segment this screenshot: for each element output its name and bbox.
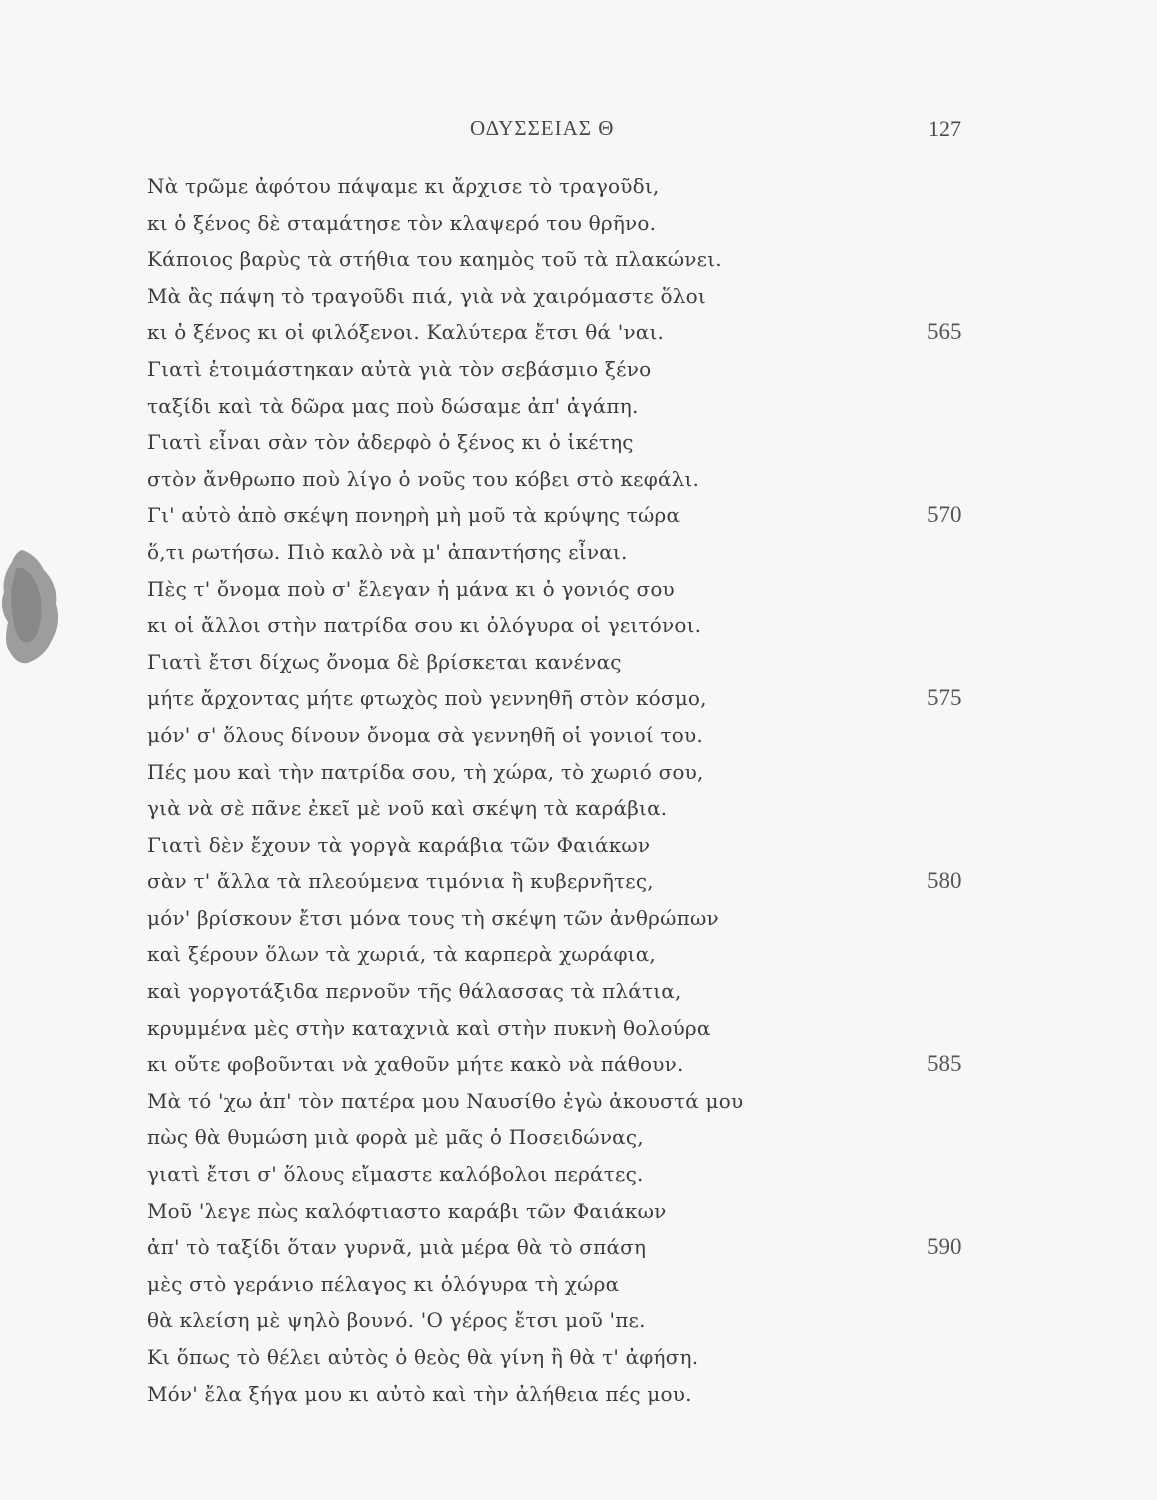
line-number: 580 — [927, 868, 962, 894]
verse-text: κι οὔτε φοβοῦνται νὰ χαθοῦν μήτε κακὸ νὰ πάθουν. — [147, 1052, 684, 1077]
line-number: 575 — [927, 685, 962, 711]
verse-text: γιὰ νὰ σὲ πᾶνε ἐκεῖ μὲ νοῦ καὶ σκέψη τὰ καράβια. — [147, 796, 668, 821]
verse-line — [147, 168, 1007, 205]
verse-line — [147, 790, 1007, 827]
verse-line — [147, 278, 1007, 315]
verse-line — [147, 900, 1007, 937]
verse-line — [147, 754, 1007, 791]
verse-text: Κάποιος βαρὺς τὰ στήθια του καημὸς τοῦ τὰ πλακώνει. — [147, 247, 722, 272]
verse-line — [147, 1046, 1007, 1083]
verse-text: Μὰ ἂς πάψη τὸ τραγοῦδι πιά, γιὰ νὰ χαιρόμαστε ὅλοι — [147, 283, 706, 308]
verse-line — [147, 1302, 1007, 1339]
verse-text: Πές μου καὶ τὴν πατρίδα σου, τὴ χώρα, τὸ χωριό σου, — [147, 759, 704, 784]
verse-line — [147, 1266, 1007, 1303]
verse-text: μόν' βρίσκουν ἔτσι μόνα τους τὴ σκέψη τῶν ἀνθρώπων — [147, 905, 719, 930]
verse-text: Μὰ τό 'χω ἀπ' τὸν πατέρα μου Ναυσίθο ἐγὼ ἀκουστά μου — [147, 1088, 744, 1113]
verse-text: γιατὶ ἔτσι σ' ὅλους εἴμαστε καλόβολοι περάτες. — [147, 1162, 644, 1187]
verse-line — [147, 717, 1007, 754]
verse-text: Γιατὶ ἑτοιμάστηκαν αὐτὰ γιὰ τὸν σεβάσμιο ξένο — [147, 356, 652, 381]
verse-line — [147, 351, 1007, 388]
verse-text: στὸν ἄνθρωπο ποὺ λίγο ὁ νοῦς του κόβει στὸ κεφάλι. — [147, 466, 700, 491]
verse-line — [147, 1083, 1007, 1120]
verse-line — [147, 1376, 1007, 1413]
verse-text: ταξίδι καὶ τὰ δῶρα μας ποὺ δώσαμε ἀπ' ἀγάπη. — [147, 393, 639, 418]
verse-line — [147, 314, 1007, 351]
line-number: 565 — [927, 319, 962, 345]
verse-line — [147, 680, 1007, 717]
verse-line — [147, 1119, 1007, 1156]
verse-text: μόν' σ' ὅλους δίνουν ὄνομα σὰ γεννηθῆ οἱ γονιοί του. — [147, 722, 703, 747]
line-number: 585 — [927, 1051, 962, 1077]
verse-text: σὰν τ' ἄλλα τὰ πλεούμενα τιμόνια ἢ κυβερνῆτες, — [147, 869, 654, 894]
verse-line — [147, 644, 1007, 681]
verse-text: Μοῦ 'λεγε πὼς καλόφτιαστο καράβι τῶν Φαιάκων — [147, 1198, 667, 1223]
verse-text: κι ὁ ξένος δὲ σταμάτησε τὸν κλαψερό του θρῆνο. — [147, 210, 657, 235]
verse-text: ὅ,τι ρωτήσω. Πιὸ καλὸ νὰ μ' ἀπαντήσης εἶναι. — [147, 539, 628, 564]
verse-line — [147, 388, 1007, 425]
page-number: 127 — [928, 116, 961, 141]
verse-text: Γι' αὐτὸ ἀπὸ σκέψη πονηρὴ μὴ μοῦ τὰ κρύψης τώρα — [147, 503, 681, 528]
verse-line — [147, 973, 1007, 1010]
verse-text: Κι ὅπως τὸ θέλει αὐτὸς ὁ θεὸς θὰ γίνη ἢ θὰ τ' ἀφήση. — [147, 1345, 699, 1369]
verse-text: κι ὁ ξένος κι οἱ φιλόξενοι. Καλύτερα ἔτσι θά 'ναι. — [147, 320, 665, 345]
running-head-title: ΟΔΥΣΣΕΙΑΣ Θ — [470, 116, 615, 140]
verse-line — [147, 607, 1007, 644]
verse-line — [147, 534, 1007, 571]
verse-text: καὶ ξέρουν ὅλων τὰ χωριά, τὰ καρπερὰ χωράφια, — [147, 942, 656, 967]
verse-text: καὶ γοργοτάξιδα περνοῦν τῆς θάλασσας τὰ πλάτια, — [147, 979, 682, 1004]
verse-text: μήτε ἄρχοντας μήτε φτωχὸς ποὺ γεννηθῆ στὸν κόσμο, — [147, 686, 707, 711]
verse-line — [147, 936, 1007, 973]
verse-line — [147, 1010, 1007, 1047]
verse-line — [147, 1193, 1007, 1230]
verse-text: ἀπ' τὸ ταξίδι ὅταν γυρνᾶ, μιὰ μέρα θὰ τὸ σπάση — [147, 1235, 647, 1260]
verse-line — [147, 497, 1007, 534]
verse-line — [147, 424, 1007, 461]
ink-stain — [0, 548, 62, 666]
line-number: 590 — [927, 1234, 962, 1260]
verse-text: Γιατὶ ἔτσι δίχως ὄνομα δὲ βρίσκεται κανένας — [147, 649, 622, 674]
verse-text: Πὲς τ' ὄνομα ποὺ σ' ἔλεγαν ἡ μάνα κι ὁ γονιός σου — [147, 576, 675, 601]
verse-line — [147, 1339, 1007, 1376]
verse-line — [147, 1156, 1007, 1193]
verse-text: πὼς θὰ θυμώση μιὰ φορὰ μὲ μᾶς ὁ Ποσειδώνας, — [147, 1125, 644, 1150]
verse-line — [147, 461, 1007, 498]
verse-line — [147, 571, 1007, 608]
verse-text: κι οἱ ἄλλοι στὴν πατρίδα σου κι ὁλόγυρα οἱ γειτόνοι. — [147, 613, 702, 638]
verse-text: Μόν' ἔλα ξήγα μου κι αὐτὸ καὶ τὴν ἀλήθεια πές μου. — [147, 1381, 692, 1406]
verse-line — [147, 863, 1007, 900]
verse-text: Γιατὶ εἶναι σὰν τὸν ἀδερφὸ ὁ ξένος κι ὁ ἱκέτης — [147, 430, 634, 455]
verse-text: Γιατὶ δὲν ἔχουν τὰ γοργὰ καράβια τῶν Φαιάκων — [147, 832, 651, 857]
line-number: 570 — [927, 502, 962, 528]
poem-body — [147, 168, 1007, 1412]
verse-line — [147, 205, 1007, 242]
verse-text: μὲς στὸ γεράνιο πέλαγος κι ὁλόγυρα τὴ χώρα — [147, 1271, 620, 1296]
verse-text: Νὰ τρῶμε ἀφότου πάψαμε κι ἄρχισε τὸ τραγοῦδι, — [147, 174, 660, 198]
verse-text: κρυμμένα μὲς στὴν καταχνιὰ καὶ στὴν πυκνὴ θολούρα — [147, 1015, 711, 1040]
verse-text: θὰ κλείση μὲ ψηλὸ βουνό. 'Ο γέρος ἔτσι μοῦ 'πε. — [147, 1308, 646, 1333]
verse-line — [147, 1229, 1007, 1266]
running-head — [0, 116, 1157, 146]
verse-line — [147, 241, 1007, 278]
verse-line — [147, 827, 1007, 864]
